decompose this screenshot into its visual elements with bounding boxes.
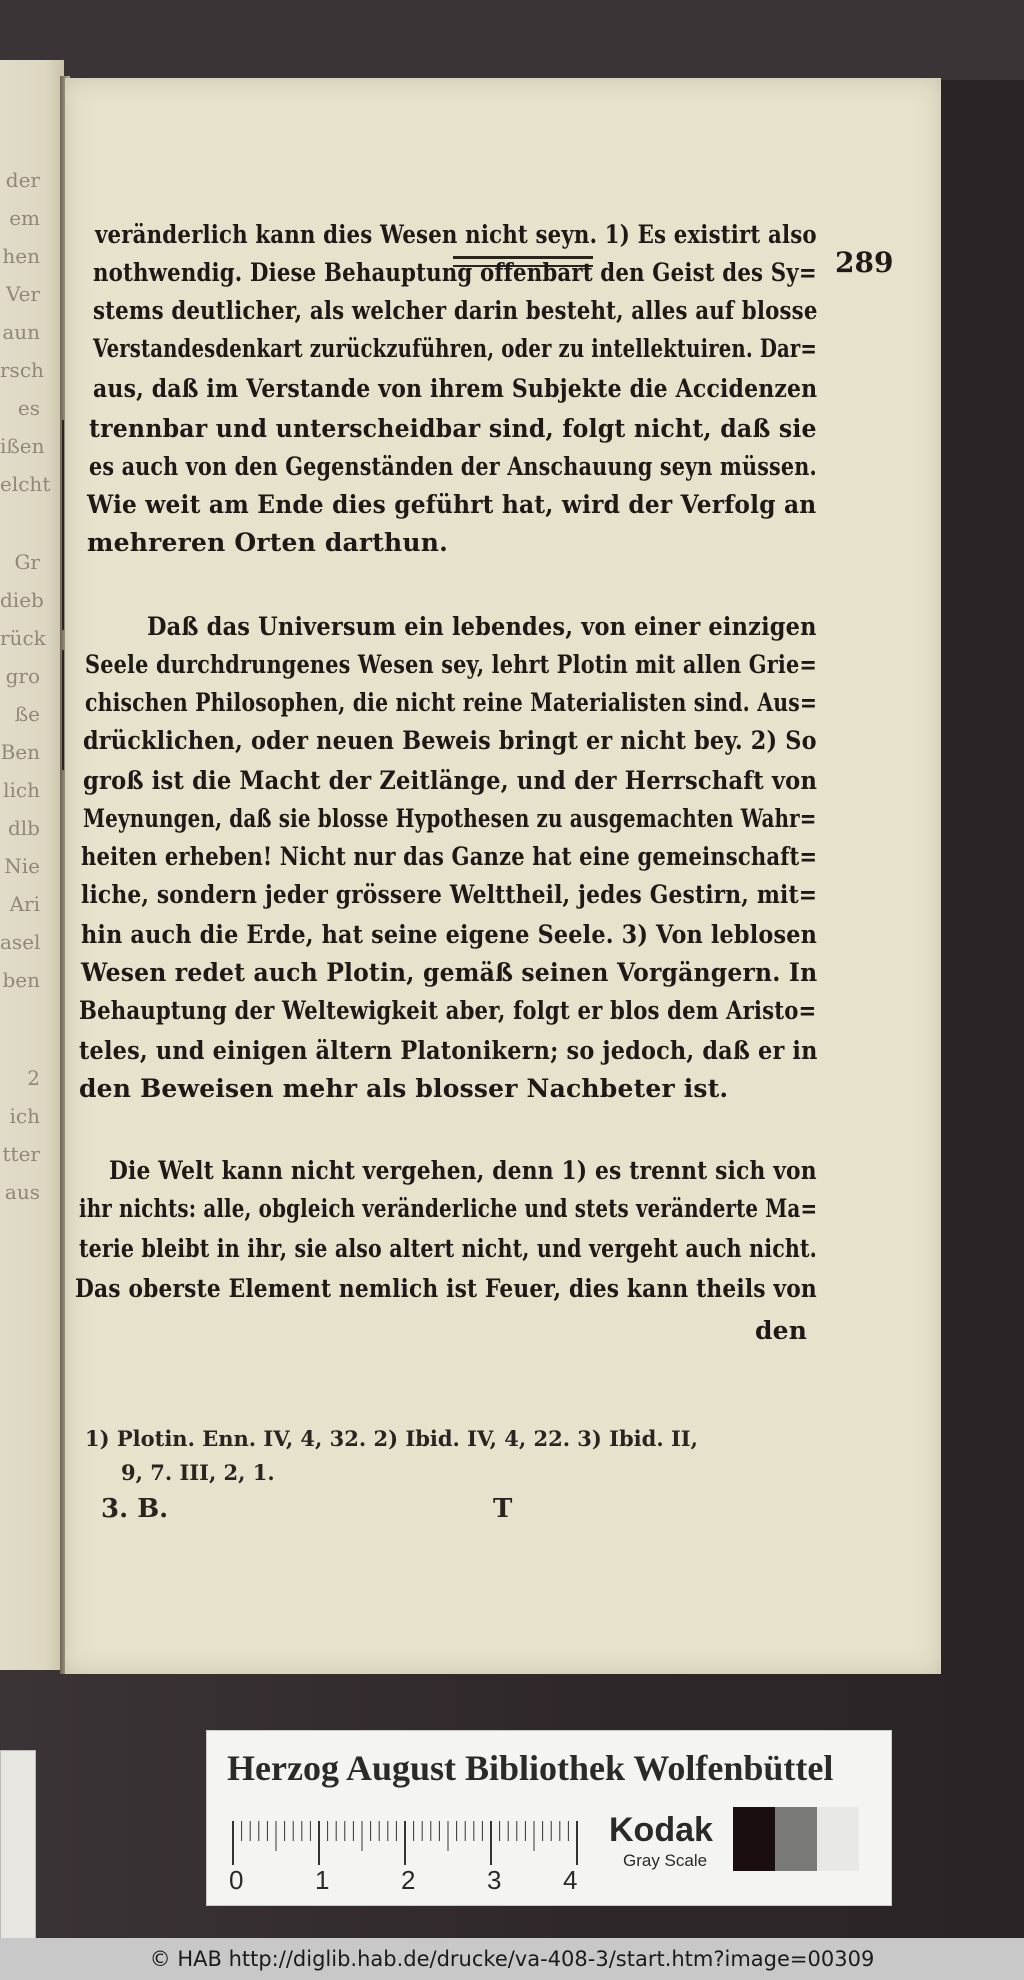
previous-page-word: ich: [9, 1104, 40, 1128]
text-line: nothwendig. Diese Behauptung offenbart den Geist des Sy=: [93, 258, 817, 287]
book-page: [65, 78, 941, 1674]
gray-swatch-dark: [733, 1807, 775, 1871]
previous-page-word: tter: [2, 1142, 40, 1166]
text-line: drücklichen, oder neuen Beweis bringt er nicht bey. 2) So: [83, 726, 817, 755]
kodak-logo: Kodak: [609, 1811, 713, 1849]
ruler-label-2: 2: [401, 1865, 416, 1895]
gray-scale-label: Gray Scale: [623, 1851, 708, 1870]
text-line: Seele durchdrungenes Wesen sey, lehrt Plotin mit allen Grie=: [85, 650, 817, 679]
text-line: Wie weit am Ende dies geführt hat, wird der Verfolg an: [87, 490, 817, 519]
ruler-label-4: 4: [563, 1865, 578, 1895]
previous-page-word: Nie: [4, 854, 40, 878]
text-line: teles, und einigen ältern Platonikern; so jedoch, daß er in: [79, 1036, 818, 1065]
previous-page-word: ißen: [0, 434, 45, 458]
text-line: trennbar und unterscheidbar sind, folgt nicht, daß sie: [89, 414, 817, 443]
text-line: den Beweisen mehr als blosser Nachbeter ist.: [79, 1074, 729, 1103]
text-line: ihr nichts: alle, obgleich veränderliche und stets veränderte Ma=: [79, 1194, 818, 1223]
previous-page-word: rsch: [0, 358, 44, 382]
text-line: Die Welt kann nicht vergehen, denn 1) es trennt sich von: [109, 1156, 817, 1185]
gray-swatch-mid: [775, 1807, 817, 1871]
text-line: hin auch die Erde, hat seine eigene Seele. 3) Von leblosen: [81, 920, 817, 949]
previous-page-word: rück: [0, 626, 46, 650]
ruler-label-1: 1: [315, 1865, 330, 1895]
text-line: Verstandesdenkart zurückzuführen, oder zu intellektuiren. Dar=: [93, 334, 818, 363]
previous-page-word: gro: [5, 664, 40, 688]
scan-top-edge: [0, 0, 1024, 80]
previous-page-word: dlb: [7, 816, 40, 840]
calibration-card: [206, 1730, 892, 1906]
previous-page-word: aun: [2, 320, 40, 344]
previous-page-word: 2: [27, 1066, 40, 1090]
footer-copyright: © HAB http://diglib.hab.de/drucke/va-408-3/start.htm?image=00309: [149, 1947, 875, 1971]
previous-page-word: asel: [0, 930, 41, 954]
page-number: 289: [835, 246, 894, 279]
previous-page-word: Ver: [5, 282, 40, 306]
text-line: den: [755, 1316, 808, 1345]
ruler-label-3: 3: [487, 1865, 502, 1895]
text-line: liche, sondern jeder grössere Welttheil, jedes Gestirn, mit=: [81, 880, 818, 909]
previous-page-fragment: [0, 60, 64, 1670]
text-line: chischen Philosophen, die nicht reine Materialisten sind. Aus=: [85, 688, 818, 717]
margin-mark: [62, 420, 64, 630]
text-line: terie bleibt in ihr, sie also altert nicht, und vergeht auch nicht.: [79, 1234, 818, 1263]
gray-swatch-light: [817, 1807, 859, 1871]
text-line: Das oberste Element nemlich ist Feuer, dies kann theils von: [75, 1274, 817, 1303]
previous-page-word: ben: [2, 968, 40, 992]
previous-page-word: Ari: [9, 892, 40, 916]
spine-label: [0, 1750, 36, 1942]
previous-page-word: aus: [4, 1180, 40, 1204]
text-line: es auch von den Gegenständen der Anschauung seyn müssen.: [89, 452, 817, 481]
text-line: Behauptung der Weltewigkeit aber, folgt er blos dem Aristo=: [79, 996, 817, 1025]
text-line: aus, daß im Verstande von ihrem Subjekte die Accidenzen: [93, 374, 818, 403]
previous-page-word: em: [9, 206, 40, 230]
text-line: heiten erheben! Nicht nur das Ganze hat eine gemeinschaft=: [81, 842, 818, 871]
previous-page-word: hen: [2, 244, 40, 268]
previous-page-word: ße: [14, 702, 40, 726]
text-line: groß ist die Macht der Zeitlänge, und der Herrschaft von: [83, 766, 818, 795]
previous-page-word: Ben: [0, 740, 40, 764]
ruler-label-0: 0: [229, 1865, 244, 1895]
library-name: Herzog August Bibliothek Wolfenbüttel: [227, 1748, 834, 1788]
previous-page-word: dieb: [0, 588, 44, 612]
text-line: mehreren Orten darthun.: [87, 528, 449, 557]
previous-page-word: elcht: [0, 472, 51, 496]
footer-bar: [0, 1938, 1024, 1980]
previous-page-word: der: [5, 168, 40, 192]
text-line: Daß das Universum ein lebendes, von einer einzigen: [147, 612, 817, 641]
previous-page-word: lich: [3, 778, 40, 802]
previous-page-word: Gr: [14, 550, 40, 574]
margin-mark: [62, 650, 64, 770]
footnote-line: 1) Plotin. Enn. IV, 4, 32. 2) Ibid. IV, 4, 22. 3) Ibid. II,: [85, 1426, 698, 1451]
signature-mark: 3. B.: [101, 1494, 169, 1524]
previous-page-word: es: [17, 396, 40, 420]
text-line: veränderlich kann dies Wesen nicht seyn. 1) Es existirt also: [95, 220, 817, 249]
text-line: Meynungen, daß sie blosse Hypothesen zu ausgemachten Wahr=: [83, 804, 817, 833]
signature-letter: T: [493, 1494, 513, 1524]
text-line: stems deutlicher, als welcher darin besteht, alles auf blosse: [93, 296, 818, 325]
text-line: Wesen redet auch Plotin, gemäß seinen Vorgängern. In: [81, 958, 818, 987]
footnote-line: 9, 7. III, 2, 1.: [121, 1460, 275, 1485]
